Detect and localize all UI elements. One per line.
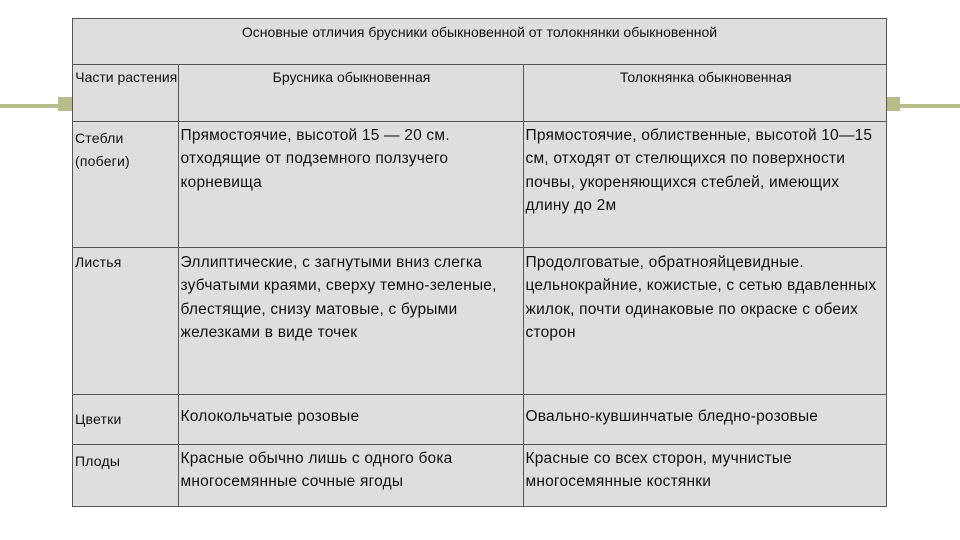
header-row [73,65,886,121]
lingonberry-cell: Колокольчатые розовые [178,394,523,444]
header-bearberry: Толокнянка обыкновенная [523,65,886,121]
table-row [73,394,886,444]
comparison-table [72,18,887,507]
bearberry-cell: Прямостоячие, облиственные, высотой 10—15 см, отходят от стелющихся по поверхности почвы, укореняющихся стеблей, имеющих длину до 2м [523,121,886,247]
table-row [73,121,886,247]
row-part-label: Плоды [73,444,178,507]
table-row [73,247,886,394]
header-lingonberry: Брусника обыкновенная [178,65,523,121]
lingonberry-cell: Эллиптические, с загнутыми вниз слегка зубчатыми краями, сверху темно-зеленые, блестящие, снизу матовые, с бурыми железками в виде точек [178,247,523,394]
header-part: Части растения [73,65,178,121]
lingonberry-cell: Красные обычно лишь с одного бока многосемянные сочные ягоды [178,444,523,507]
accent-square-left [58,97,72,111]
table-row [73,444,886,507]
table-title: Основные отличия брусники обыкновенной от толокнянки обыкновенной [73,19,886,65]
row-part-label: Стебли (побеги) [73,121,178,247]
comparison-grid [73,65,886,507]
bearberry-cell: Продолговатые, обратнояйцевидные. цельнокрайние, кожистые, с сетью вдавленных жилок, почти одинаковые по окраске с обеих сторон [523,247,886,394]
bearberry-cell: Красные со всех сторон, мучнистые многосемянные костянки [523,444,886,507]
lingonberry-cell: Прямостоячие, высотой 15 — 20 см. отходящие от подземного ползучего корневища [178,121,523,247]
row-part-label: Цветки [73,394,178,444]
row-part-label: Листья [73,247,178,394]
accent-square-right [886,97,900,111]
bearberry-cell: Овально-кувшинчатые бледно-розовые [523,394,886,444]
